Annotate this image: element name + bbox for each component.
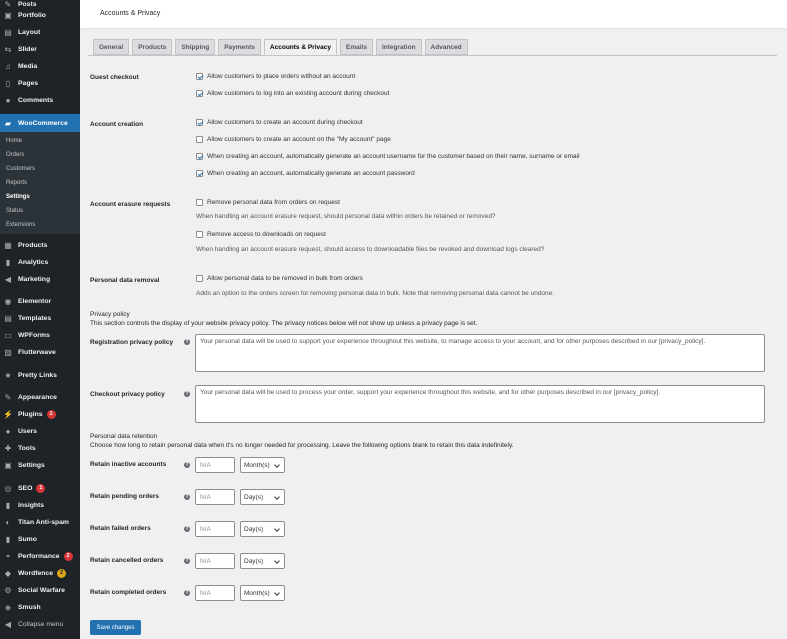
- help-icon[interactable]: ?: [185, 494, 189, 500]
- checkbox-unchecked[interactable]: [196, 136, 203, 143]
- retention-desc: Choose how long to retain personal data when it's no longer needed for processing. Leave the following options blank to retain this data indefinitely.: [90, 442, 514, 449]
- plugins-icon: ⚡: [3, 409, 13, 419]
- performance-badge: 2: [64, 552, 73, 561]
- account-erasure-label: Account erasure requests: [90, 201, 171, 208]
- tab-integration[interactable]: Integration: [376, 39, 422, 55]
- help-icon[interactable]: ?: [185, 558, 189, 564]
- creation-opt4[interactable]: When creating an account, automatically generate an account password: [196, 170, 415, 177]
- checkbox-checked[interactable]: [196, 153, 203, 160]
- menu-titan-anti-spam[interactable]: ◐ Titan Anti-spam: [5, 517, 69, 527]
- retain-completed-unit-select[interactable]: Month(s): [240, 585, 285, 601]
- settings-icon: ▣: [4, 460, 12, 470]
- settings-tabs: [93, 39, 471, 55]
- wpforms-icon: ▭: [4, 330, 12, 340]
- erasure-opt2[interactable]: Remove access to downloads on request: [196, 231, 326, 238]
- help-icon[interactable]: ?: [185, 339, 189, 345]
- save-changes-button[interactable]: Save changes: [90, 620, 141, 635]
- menu-media[interactable]: ♫ Media: [5, 61, 38, 71]
- help-icon[interactable]: ?: [185, 462, 189, 468]
- checkbox-unchecked[interactable]: [196, 199, 203, 206]
- pretty-links-icon: ★: [4, 370, 12, 380]
- submenu-extensions[interactable]: Extensions: [6, 222, 36, 228]
- tab-advanced[interactable]: Advanced: [425, 39, 468, 55]
- menu-performance[interactable]: ◓ Performance 2: [0, 548, 80, 564]
- submenu-reports[interactable]: Reports: [6, 180, 28, 186]
- wordfence-icon: ◆: [4, 568, 12, 578]
- marketing-icon: ◀: [4, 274, 12, 284]
- erasure-desc1: When handling an account erasure request, should personal data within orders be retained or removed?: [196, 213, 496, 220]
- checkbox-checked[interactable]: [196, 73, 203, 80]
- guest-opt1[interactable]: Allow customers to place orders without an account: [196, 73, 355, 80]
- appearance-icon: ✎: [4, 392, 12, 402]
- creation-opt1[interactable]: Allow customers to create an account during checkout: [196, 119, 363, 126]
- media-icon: ♫: [5, 61, 11, 71]
- retain-failed-label: Retain failed orders: [90, 525, 151, 532]
- plugins-badge: 1: [47, 410, 56, 419]
- tab-divider: [88, 55, 777, 56]
- smush-icon: ◈: [4, 602, 12, 612]
- retain-completed-input[interactable]: N/A: [195, 585, 235, 601]
- collapse-icon: ◀: [4, 619, 12, 629]
- creation-opt2[interactable]: Allow customers to create an account on the "My account" page: [196, 136, 391, 143]
- help-icon[interactable]: ?: [185, 590, 189, 596]
- checkbox-checked[interactable]: [196, 170, 203, 177]
- submenu-home[interactable]: Home: [6, 138, 23, 144]
- retention-heading: Personal data retention: [90, 433, 158, 440]
- menu-appearance[interactable]: ✎ Appearance: [4, 392, 57, 402]
- titan-icon: ◐: [5, 517, 11, 527]
- menu-products[interactable]: ▦ Products: [4, 240, 48, 250]
- checkout-privacy-textarea[interactable]: Your personal data will be used to process your order, support your experience throughout this website, and for other purposes described in our [privacy_policy].: [195, 385, 765, 423]
- retain-inactive-input[interactable]: N/A: [195, 457, 235, 473]
- woocommerce-submenu: [0, 132, 80, 234]
- registration-privacy-textarea[interactable]: Your personal data will be used to support your experience throughout this website, to manage access to your account, and for other purposes described in our [privacy_policy].: [195, 334, 765, 372]
- admin-sidebar: [0, 0, 80, 639]
- privacy-heading: Privacy policy: [90, 311, 130, 318]
- menu-tools[interactable]: ✚ Tools: [4, 443, 36, 453]
- page-header: [80, 0, 787, 28]
- menu-templates[interactable]: ▤ Templates: [4, 313, 52, 323]
- retain-pending-unit-select[interactable]: Day(s): [240, 489, 285, 505]
- collapse-menu[interactable]: ◀ Collapse menu: [4, 619, 64, 629]
- checkout-privacy-label: Checkout privacy policy: [90, 391, 165, 398]
- portfolio-icon: ▣: [4, 10, 12, 20]
- tab-accounts-privacy[interactable]: Accounts & Privacy: [264, 39, 337, 55]
- woocommerce-icon: ▰: [4, 118, 12, 128]
- insights-icon: ▮: [5, 500, 11, 510]
- slider-icon: ⇆: [4, 44, 12, 54]
- checkbox-unchecked[interactable]: [196, 275, 203, 282]
- menu-smush[interactable]: ◈ Smush: [4, 602, 41, 612]
- checkbox-checked[interactable]: [196, 90, 203, 97]
- performance-icon: ◓: [5, 551, 11, 561]
- submenu-status[interactable]: Status: [6, 208, 24, 214]
- checkbox-checked[interactable]: [196, 119, 203, 126]
- products-icon: ▦: [4, 240, 12, 250]
- retain-failed-input[interactable]: N/A: [195, 521, 235, 537]
- pages-icon: ▯: [5, 78, 11, 88]
- help-icon[interactable]: ?: [185, 526, 189, 532]
- retain-failed-unit-select[interactable]: Day(s): [240, 521, 285, 537]
- submenu-customers[interactable]: Customers: [6, 166, 36, 172]
- menu-portfolio[interactable]: ▣ Portfolio: [4, 10, 46, 20]
- creation-opt3[interactable]: When creating an account, automatically generate an account username for the customer based on their name, surname or email: [196, 153, 580, 160]
- elementor-icon: ◉: [4, 296, 12, 306]
- templates-icon: ▤: [4, 313, 12, 323]
- erasure-desc2: When handling an account erasure request, should access to downloadable files be revoked and download logs cleared?: [196, 246, 545, 253]
- page-title: Accounts & Privacy: [100, 10, 161, 17]
- wordfence-badge: 2: [57, 569, 66, 578]
- submenu-orders[interactable]: Orders: [6, 152, 25, 158]
- menu-pretty-links[interactable]: ★ Pretty Links: [4, 370, 57, 380]
- retain-pending-input[interactable]: N/A: [195, 489, 235, 505]
- comments-icon: ●: [5, 95, 11, 105]
- menu-marketing[interactable]: ◀ Marketing: [4, 274, 51, 284]
- retain-cancelled-unit-select[interactable]: Day(s): [240, 553, 285, 569]
- privacy-desc: This section controls the display of your website privacy policy. The privacy notices below will not show up unless a privacy page is set.: [90, 320, 478, 327]
- menu-seo[interactable]: ◎ SEO 1: [0, 480, 80, 496]
- data-removal-label: Personal data removal: [90, 277, 160, 284]
- retain-cancelled-label: Retain cancelled orders: [90, 557, 164, 564]
- retain-inactive-label: Retain inactive accounts: [90, 461, 167, 468]
- menu-wpforms[interactable]: ▭ WPForms: [4, 330, 50, 340]
- menu-comments[interactable]: ● Comments: [5, 95, 54, 105]
- retain-cancelled-input[interactable]: N/A: [195, 553, 235, 569]
- checkbox-unchecked[interactable]: [196, 231, 203, 238]
- menu-analytics[interactable]: ▮ Analytics: [5, 257, 49, 267]
- analytics-icon: ▮: [5, 257, 11, 267]
- guest-checkout-label: Guest checkout: [90, 74, 139, 81]
- tab-shipping[interactable]: Shipping: [175, 39, 215, 55]
- submenu-settings[interactable]: Settings: [6, 194, 30, 200]
- retain-completed-label: Retain completed orders: [90, 589, 167, 596]
- menu-flutterwave[interactable]: ▨ Flutterwave: [4, 347, 56, 357]
- tab-payments[interactable]: Payments: [218, 39, 261, 55]
- tab-general[interactable]: General: [93, 39, 129, 55]
- menu-social-warfare[interactable]: ⚙ Social Warfare: [4, 585, 65, 595]
- retain-inactive-unit-select[interactable]: Month(s): [240, 457, 285, 473]
- menu-insights[interactable]: ▮ Insights: [5, 500, 45, 510]
- seo-badge: 1: [36, 484, 45, 493]
- sumo-icon: ▮: [5, 534, 11, 544]
- menu-sumo[interactable]: ▮ Sumo: [5, 534, 37, 544]
- erasure-opt1[interactable]: Remove personal data from orders on request: [196, 199, 340, 206]
- help-icon[interactable]: ?: [185, 391, 189, 397]
- tab-products[interactable]: Products: [132, 39, 172, 55]
- guest-opt2[interactable]: Allow customers to log into an existing account during checkout: [196, 90, 389, 97]
- menu-layout[interactable]: ▤ Layout: [4, 27, 41, 37]
- account-creation-label: Account creation: [90, 121, 144, 128]
- seo-icon: ◎: [4, 483, 12, 493]
- menu-elementor[interactable]: ◉ Elementor: [4, 296, 52, 306]
- social-warfare-icon: ⚙: [4, 585, 12, 595]
- users-icon: ●: [5, 426, 11, 436]
- menu-wordfence[interactable]: ◆ Wordfence 2: [0, 565, 80, 581]
- flutterwave-icon: ▨: [4, 347, 12, 357]
- layout-icon: ▤: [4, 27, 12, 37]
- retain-pending-label: Retain pending orders: [90, 493, 159, 500]
- menu-plugins[interactable]: ⚡ Plugins 1: [0, 406, 80, 422]
- menu-posts[interactable]: ✎ Posts: [4, 0, 37, 9]
- menu-settings[interactable]: ▣ Settings: [4, 460, 45, 470]
- menu-slider[interactable]: ⇆ Slider: [4, 44, 37, 54]
- removal-desc: Adds an option to the orders screen for removing personal data in bulk. Note that removing personal data cannot be undone.: [196, 290, 555, 297]
- pin-icon: ✎: [4, 0, 12, 9]
- menu-woocommerce[interactable]: ▰ WooCommerce: [0, 114, 80, 132]
- registration-privacy-label: Registration privacy policy: [90, 339, 174, 346]
- menu-users[interactable]: ● Users: [5, 426, 37, 436]
- tools-icon: ✚: [4, 443, 12, 453]
- tab-emails[interactable]: Emails: [340, 39, 373, 55]
- removal-opt1[interactable]: Allow personal data to be removed in bulk from orders: [196, 275, 363, 282]
- menu-pages[interactable]: ▯ Pages: [5, 78, 39, 88]
